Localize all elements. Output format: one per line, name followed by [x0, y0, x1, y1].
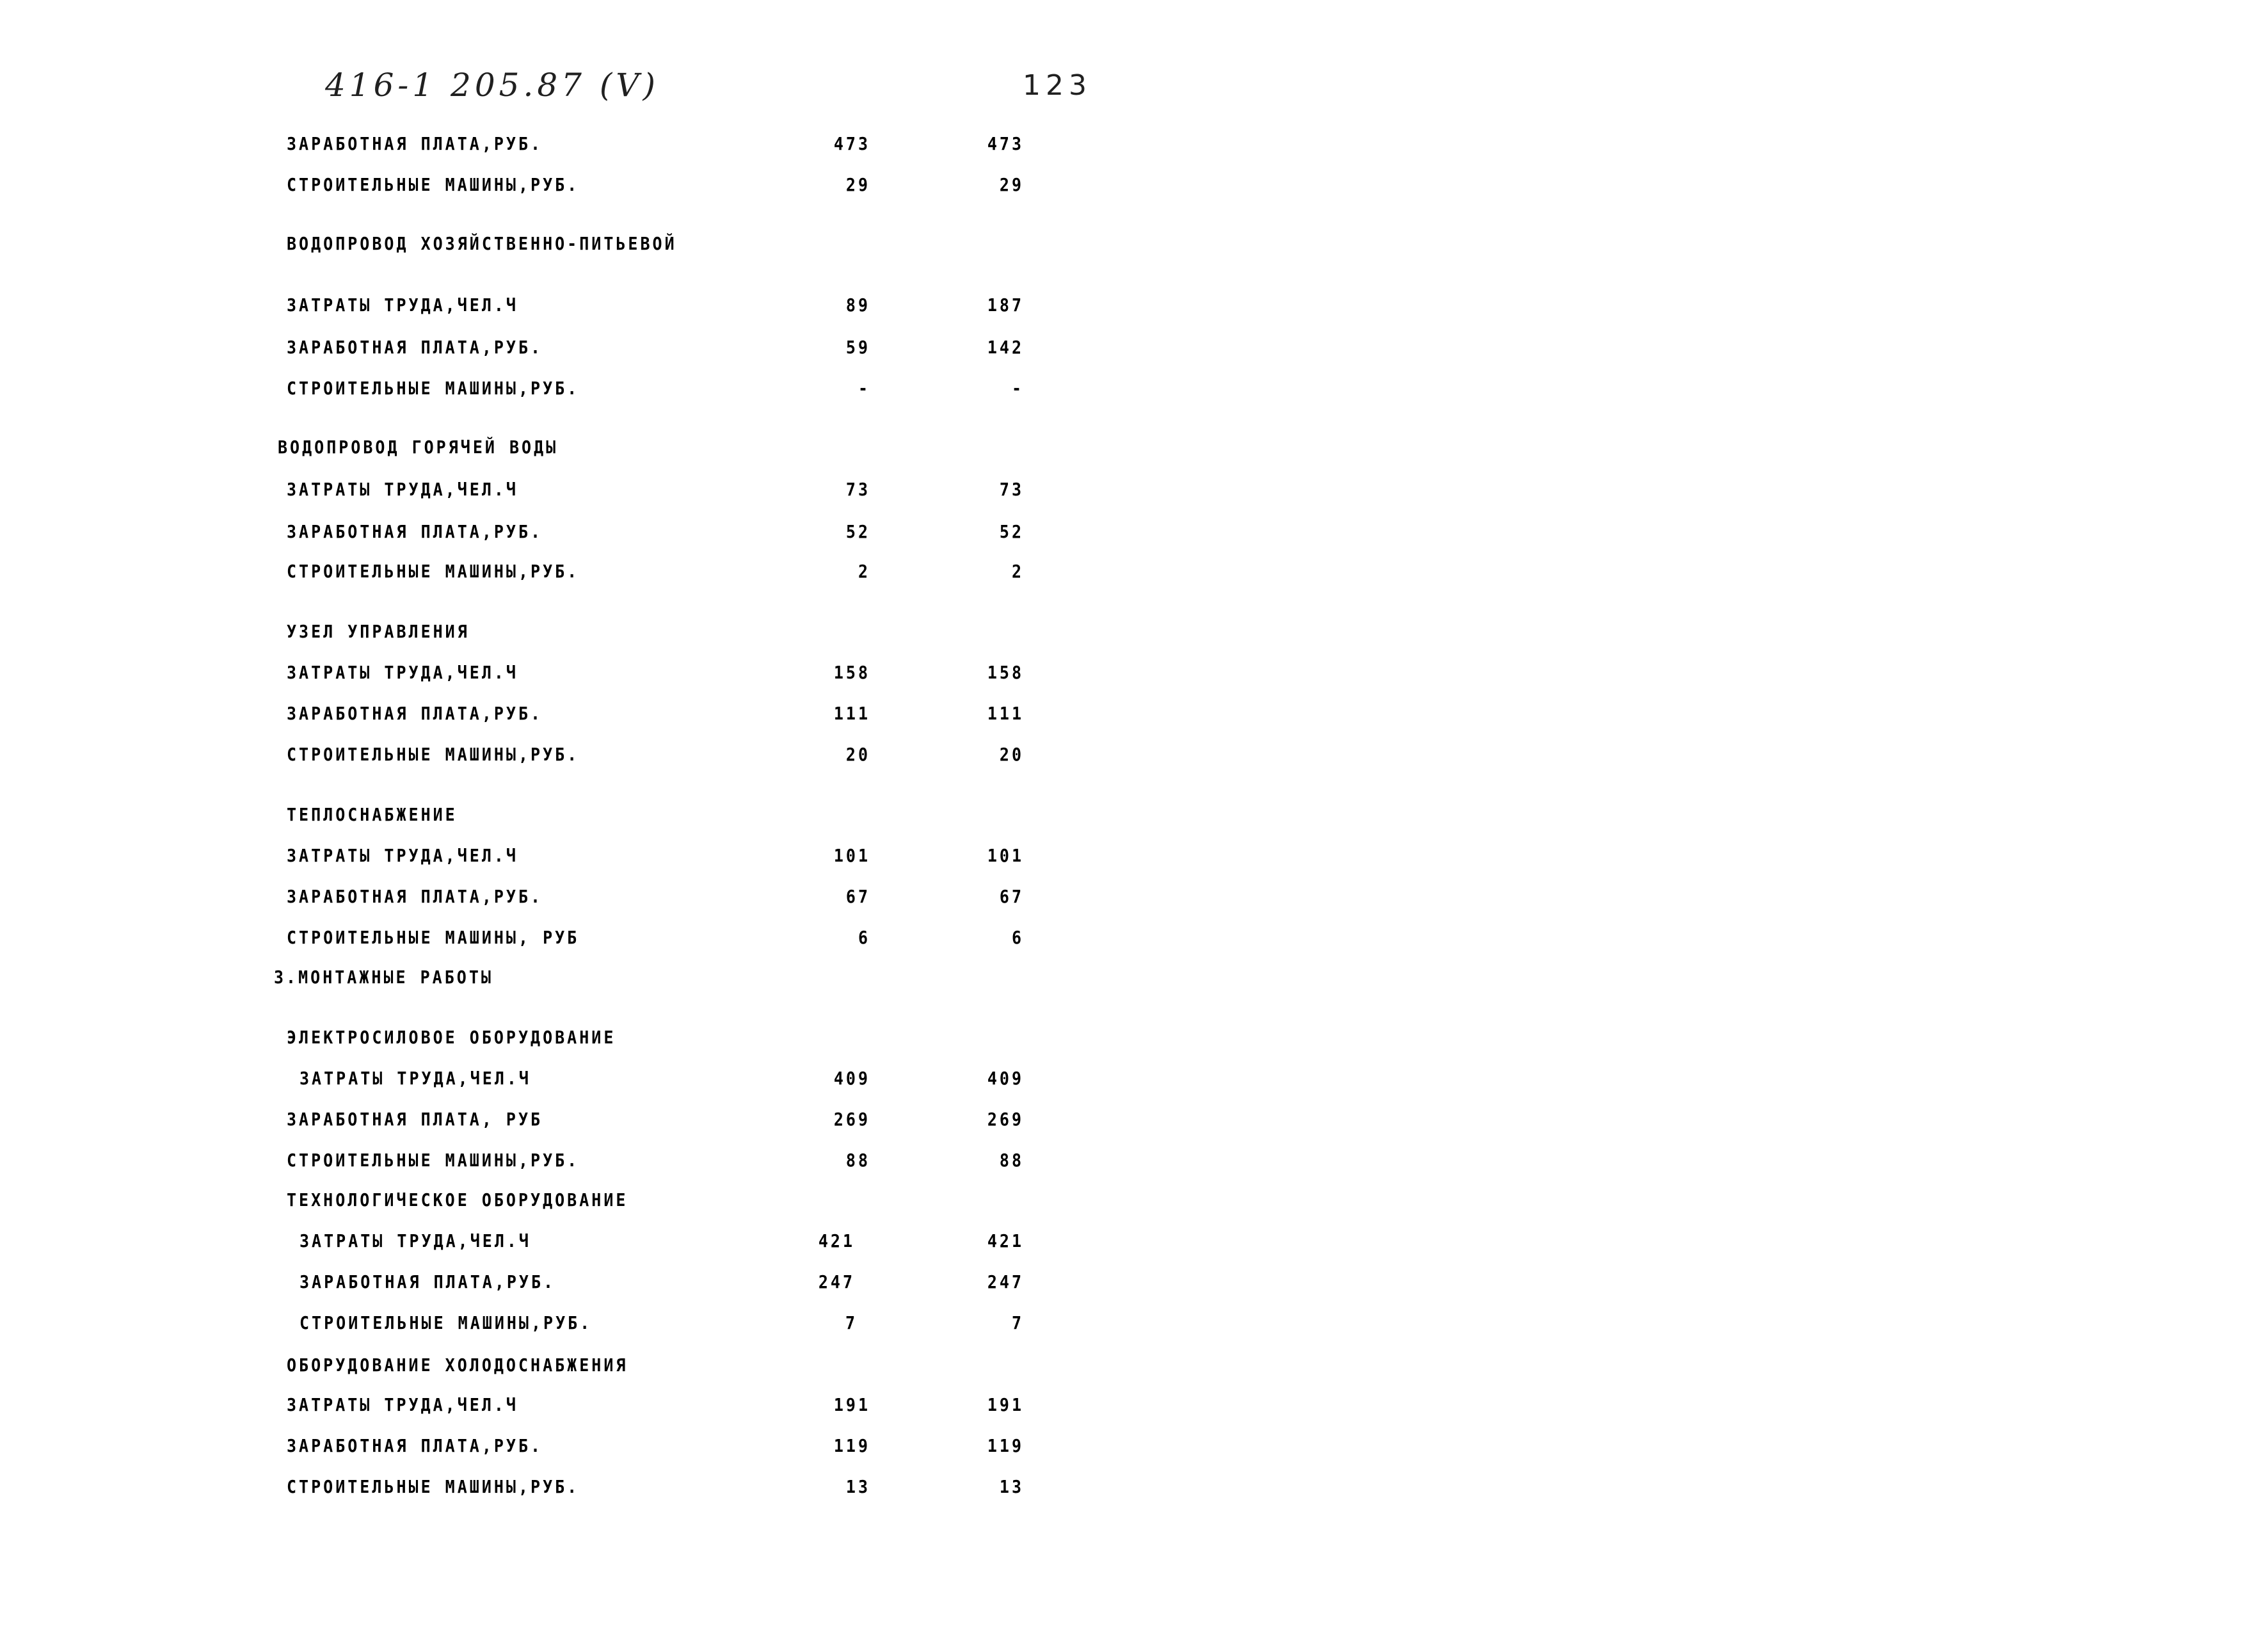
value-column-2: 101 — [987, 845, 1024, 866]
value-column-2: 142 — [987, 337, 1024, 358]
row-label: ЗАРАБОТНАЯ ПЛАТА,РУБ. — [299, 1271, 556, 1292]
table-row — [0, 1230, 1152, 1256]
subsection-heading — [0, 804, 1152, 830]
value-column-2: 187 — [987, 294, 1024, 316]
row-label: СТРОИТЕЛЬНЫЕ МАШИНЫ,РУБ. — [299, 1312, 593, 1333]
row-label: СТРОИТЕЛЬНЫЕ МАШИНЫ, РУБ — [287, 927, 580, 948]
table-row — [0, 1068, 1152, 1093]
row-label: ЗАРАБОТНАЯ ПЛАТА,РУБ. — [287, 133, 543, 154]
value-column-1: 89 — [845, 294, 870, 316]
value-column-2: 409 — [987, 1068, 1024, 1089]
table-row — [0, 294, 1152, 320]
row-label: ЗАРАБОТНАЯ ПЛАТА,РУБ. — [287, 703, 543, 724]
value-column-2: 20 — [999, 744, 1024, 765]
value-column-2: 269 — [987, 1109, 1024, 1130]
row-label: СТРОИТЕЛЬНЫЕ МАШИНЫ,РУБ. — [287, 174, 580, 195]
subsection-heading — [0, 1355, 1152, 1380]
heading-text: ТЕПЛОСНАБЖЕНИЕ — [287, 804, 458, 825]
value-column-1: 421 — [818, 1230, 855, 1251]
table-row — [0, 927, 1152, 953]
value-column-1: 13 — [845, 1476, 870, 1497]
table-row — [0, 479, 1152, 504]
row-label: ЗАРАБОТНАЯ ПЛАТА,РУБ. — [287, 521, 543, 542]
value-column-2: 6 — [1011, 927, 1024, 948]
table-row — [0, 1394, 1152, 1420]
row-label: СТРОИТЕЛЬНЫЕ МАШИНЫ,РУБ. — [287, 1150, 580, 1171]
heading-text: ВОДОПРОВОД ГОРЯЧЕЙ ВОДЫ — [278, 437, 559, 458]
value-column-2: 111 — [987, 703, 1024, 724]
table-row — [0, 1476, 1152, 1502]
value-column-2: 13 — [999, 1476, 1024, 1497]
value-column-2: - — [1011, 378, 1024, 399]
value-column-1: 473 — [833, 133, 870, 154]
table-row — [0, 378, 1152, 403]
value-column-1: 2 — [858, 561, 870, 582]
subsection-heading — [0, 233, 1152, 259]
row-label: СТРОИТЕЛЬНЫЕ МАШИНЫ,РУБ. — [287, 561, 580, 582]
table-row — [0, 1435, 1152, 1461]
heading-text: ВОДОПРОВОД ХОЗЯЙСТВЕННО-ПИТЬЕВОЙ — [287, 233, 677, 254]
table-row — [0, 561, 1152, 586]
value-column-1: 247 — [818, 1271, 855, 1292]
value-column-1: 409 — [833, 1068, 870, 1089]
value-column-2: 158 — [987, 662, 1024, 683]
value-column-2: 73 — [999, 479, 1024, 500]
table-row — [0, 744, 1152, 769]
subsection-heading — [0, 621, 1152, 647]
table-row — [0, 1150, 1152, 1175]
heading-text: 3.МОНТАЖНЫЕ РАБОТЫ — [274, 967, 493, 988]
document-code: 416-1 205.87 (V) — [325, 67, 660, 104]
value-column-1: 29 — [845, 174, 870, 195]
row-label: ЗАРАБОТНАЯ ПЛАТА,РУБ. — [287, 337, 543, 358]
row-label: СТРОИТЕЛЬНЫЕ МАШИНЫ,РУБ. — [287, 744, 580, 765]
value-column-2: 52 — [999, 521, 1024, 542]
row-label: ЗАТРАТЫ ТРУДА,ЧЕЛ.Ч — [287, 1394, 518, 1415]
table-row — [0, 845, 1152, 871]
value-column-1: 6 — [858, 927, 870, 948]
heading-text: ТЕХНОЛОГИЧЕСКОЕ ОБОРУДОВАНИЕ — [287, 1189, 628, 1210]
row-label: ЗАТРАТЫ ТРУДА,ЧЕЛ.Ч — [287, 662, 518, 683]
page-number: 123 — [1023, 69, 1092, 102]
section-title — [0, 967, 1152, 992]
value-column-1: 119 — [833, 1435, 870, 1456]
table-row — [0, 886, 1152, 912]
value-column-1: 191 — [833, 1394, 870, 1415]
row-label: ЗАРАБОТНАЯ ПЛАТА, РУБ — [287, 1109, 543, 1130]
value-column-1: 67 — [845, 886, 870, 907]
value-column-2: 247 — [987, 1271, 1024, 1292]
value-column-1: 158 — [833, 662, 870, 683]
table-row — [0, 662, 1152, 687]
row-label: ЗАТРАТЫ ТРУДА,ЧЕЛ.Ч — [287, 294, 518, 316]
table-row — [0, 174, 1152, 200]
table-row — [0, 1109, 1152, 1134]
subsection-heading — [0, 1027, 1152, 1052]
value-column-1: - — [858, 378, 870, 399]
value-column-2: 473 — [987, 133, 1024, 154]
row-label: СТРОИТЕЛЬНЫЕ МАШИНЫ,РУБ. — [287, 378, 580, 399]
table-row — [0, 133, 1152, 159]
value-column-2: 421 — [987, 1230, 1024, 1251]
value-column-1: 7 — [845, 1312, 858, 1333]
value-column-1: 59 — [845, 337, 870, 358]
value-column-1: 101 — [833, 845, 870, 866]
row-label: ЗАТРАТЫ ТРУДА,ЧЕЛ.Ч — [299, 1068, 531, 1089]
value-column-1: 73 — [845, 479, 870, 500]
value-column-2: 2 — [1011, 561, 1024, 582]
value-column-1: 88 — [845, 1150, 870, 1171]
row-label: ЗАТРАТЫ ТРУДА,ЧЕЛ.Ч — [287, 845, 518, 866]
value-column-1: 269 — [833, 1109, 870, 1130]
value-column-1: 52 — [845, 521, 870, 542]
table-row — [0, 337, 1152, 362]
value-column-2: 191 — [987, 1394, 1024, 1415]
value-column-1: 111 — [833, 703, 870, 724]
value-column-2: 7 — [1011, 1312, 1024, 1333]
value-column-2: 119 — [987, 1435, 1024, 1456]
row-label: ЗАТРАТЫ ТРУДА,ЧЕЛ.Ч — [299, 1230, 531, 1251]
table-row — [0, 703, 1152, 728]
heading-text: ОБОРУДОВАНИЕ ХОЛОДОСНАБЖЕНИЯ — [287, 1355, 628, 1376]
value-column-2: 88 — [999, 1150, 1024, 1171]
row-label: СТРОИТЕЛЬНЫЕ МАШИНЫ,РУБ. — [287, 1476, 580, 1497]
subsection-heading — [0, 1189, 1152, 1215]
value-column-2: 29 — [999, 174, 1024, 195]
table-row — [0, 1271, 1152, 1297]
value-column-2: 67 — [999, 886, 1024, 907]
subsection-heading — [0, 437, 1152, 462]
table-row — [0, 1312, 1152, 1338]
row-label: ЗАТРАТЫ ТРУДА,ЧЕЛ.Ч — [287, 479, 518, 500]
row-label: ЗАРАБОТНАЯ ПЛАТА,РУБ. — [287, 886, 543, 907]
table-row — [0, 521, 1152, 547]
value-column-1: 20 — [845, 744, 870, 765]
row-label: ЗАРАБОТНАЯ ПЛАТА,РУБ. — [287, 1435, 543, 1456]
heading-text: УЗЕЛ УПРАВЛЕНИЯ — [287, 621, 470, 642]
heading-text: ЭЛЕКТРОСИЛОВОЕ ОБОРУДОВАНИЕ — [287, 1027, 616, 1048]
